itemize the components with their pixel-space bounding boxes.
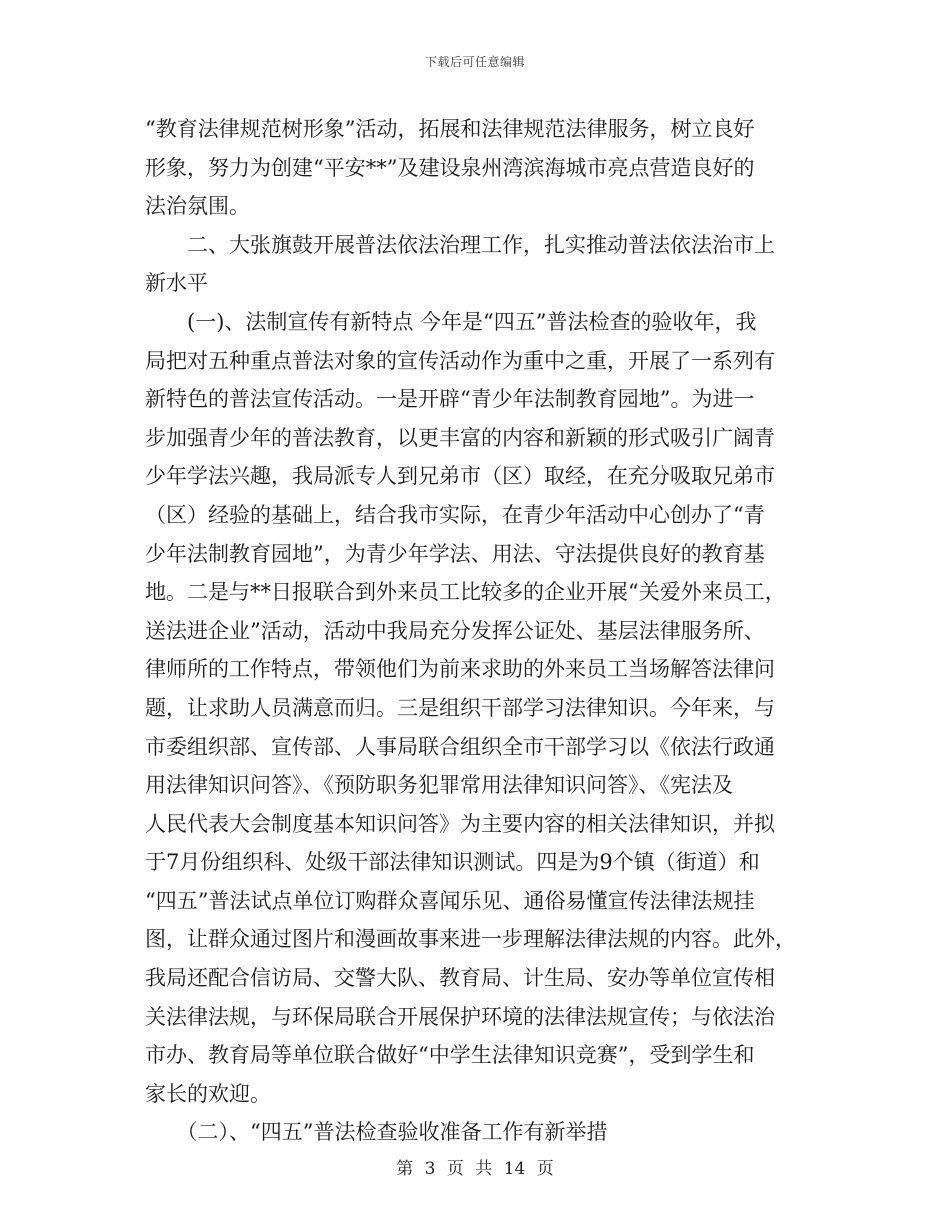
- text-line: (一)、法制宣传有新特点 今年是“四五”普法检查的验收年，我: [145, 309, 757, 334]
- text-line: 少年学法兴趣，我局派专人到兄弟市（区）取经，在充分吸取兄弟市: [145, 464, 775, 489]
- text-line: 送法进企业”活动，活动中我局充分发挥公证处、基层法律服务所、: [145, 618, 765, 643]
- text-line: （区）经验的基础上，结合我市实际，在青少年活动中心创办了“青: [145, 502, 765, 527]
- text-line: 法治氛围。: [145, 194, 250, 219]
- text-line: 市办、教育局等单位联合做好“中学生法律知识竞赛”，受到学生和: [145, 1043, 755, 1068]
- text-line: 家长的欢迎。: [145, 1081, 271, 1106]
- text-line: 新特色的普法宣传活动。一是开辟“青少年法制教育园地”。为进一: [145, 387, 755, 412]
- section-heading: 新水平: [145, 271, 208, 296]
- text-line: 形象，努力为创建“平安**”及建设泉州湾滨海城市亮点营造良好的: [145, 155, 755, 180]
- text-line: 用法律知识问答》、《预防职务犯罪常用法律知识问答》、《宪法及: [145, 773, 733, 798]
- text-line: 律师所的工作特点，带领他们为前来求助的外来员工当场解答法律问: [145, 657, 775, 682]
- text-line: 题，让求助人员满意而归。三是组织干部学习法律知识。今年来，与: [145, 695, 775, 720]
- section-heading: （二）、“四五”普法检查验收准备工作有新举措: [145, 1120, 608, 1145]
- page-header: 下载后可任意编辑: [424, 55, 525, 69]
- text-line: 少年法制教育园地”，为青少年学法、用法、守法提供良好的教育基: [145, 541, 765, 566]
- text-line: 图，让群众通过图片和漫画故事来进一步理解法律法规的内容。此外，: [145, 927, 796, 952]
- text-line: 市委组织部、宣传部、人事局联合组织全市干部学习以《依法行政通: [145, 734, 775, 759]
- text-line: 步加强青少年的普法教育，以更丰富的内容和新颖的形式吸引广阔青: [145, 425, 775, 450]
- text-line: 地。二是与**日报联合到外来员工比较多的企业开展“关爱外来员工，: [145, 580, 786, 605]
- text-line: 人民代表大会制度基本知识问答》为主要内容的相关法律知识，并拟: [145, 811, 775, 836]
- document-body: [145, 110, 807, 1152]
- page-number: 第 3 页 共 14 页: [396, 1159, 554, 1179]
- text-line: 我局还配合信访局、交警大队、教育局、计生局、安办等单位宣传相: [145, 966, 775, 991]
- text-line: “教育法律规范树形象”活动，拓展和法律规范法律服务，树立良好: [145, 117, 755, 141]
- text-line: 局把对五种重点普法对象的宣传活动作为重中之重，开展了一系列有: [145, 348, 775, 373]
- text-line: 于7月份组织科、处级干部法律知识测试。四是为9个镇（街道）和: [145, 850, 760, 875]
- section-heading: 二、大张旗鼓开展普法依法治理工作，扎实推动普法依法治市上: [145, 232, 775, 257]
- text-line: 关法律法规，与环保局联合开展保护环境的法律法规宣传；与依法治: [145, 1004, 775, 1029]
- text-line: “四五”普法试点单位订购群众喜闻乐见、通俗易懂宣传法律法规挂: [145, 888, 755, 913]
